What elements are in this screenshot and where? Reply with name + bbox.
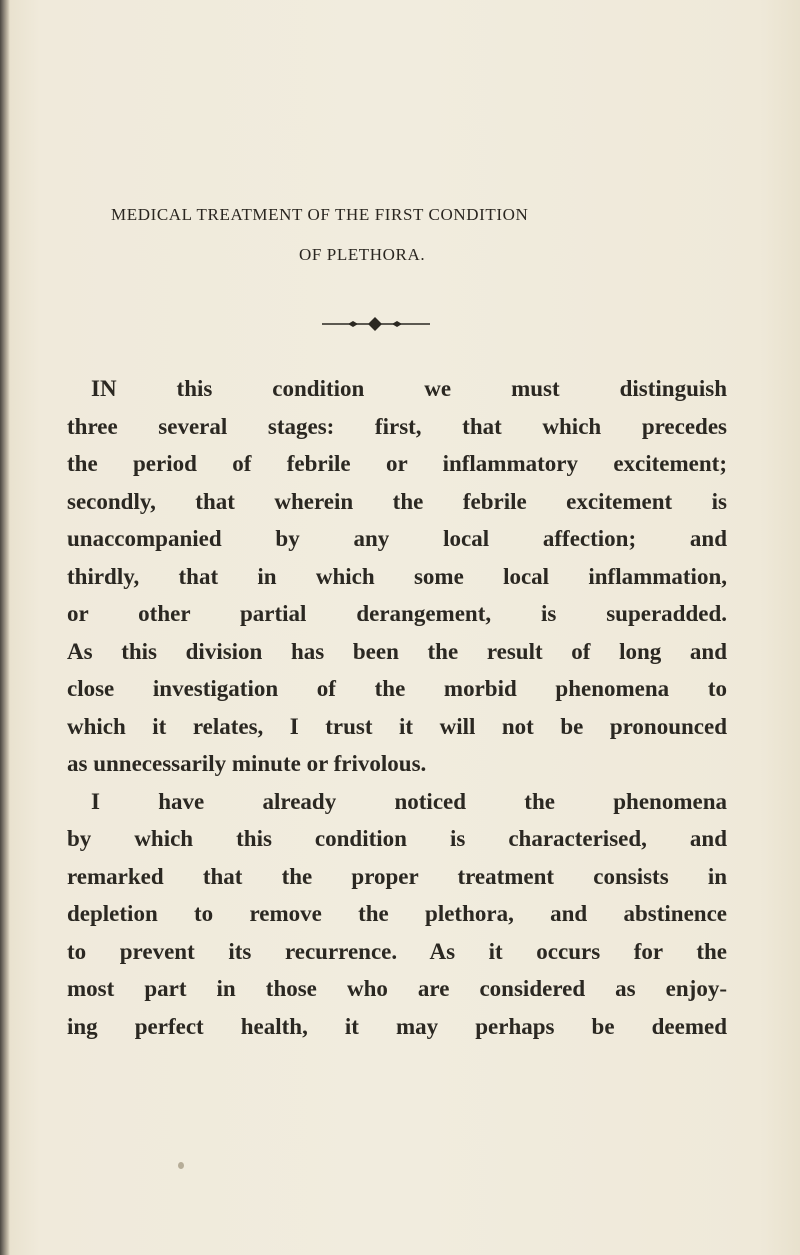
diamond-rule-ornament-icon (322, 314, 430, 334)
text-line: thirdly, that in which some local inflammation, (67, 563, 727, 589)
chapter-heading (88, 202, 728, 268)
text-line: I have already noticed the phenomena (91, 788, 727, 814)
paper-speck (178, 1162, 184, 1169)
text-line: remarked that the proper treatment consists in (67, 863, 727, 889)
text-line: the period of febrile or inflammatory excitement; (67, 451, 727, 476)
text-line: to prevent its recurrence. As it occurs for the (67, 938, 727, 964)
text-line: which it relates, I trust it will not be pronounced (67, 713, 727, 739)
body-text (67, 370, 727, 1045)
text-line: by which this condition is characterised, and (67, 826, 727, 851)
text-line: close investigation of the morbid phenomena to (67, 676, 727, 701)
text-line: ing perfect health, it may perhaps be deemed (67, 1013, 727, 1039)
page-binding-edge (0, 0, 10, 1255)
chapter-heading-line-1: MEDICAL TREATMENT OF THE FIRST CONDITION (111, 205, 529, 224)
text-line: as unnecessarily minute or frivolous. (67, 751, 427, 776)
text-line: IN this condition we must distinguish (91, 376, 727, 401)
text-line: most part in those who are considered as enjoy- (67, 976, 727, 1001)
text-line: As this division has been the result of long and (67, 638, 727, 664)
text-line: three several stages: first, that which precedes (67, 413, 727, 439)
text-line: or other partial derangement, is superadded. (67, 601, 727, 626)
text-line: secondly, that wherein the febrile excitement is (67, 488, 727, 514)
chapter-heading-line-2: OF PLETHORA. (299, 245, 426, 264)
text-line: depletion to remove the plethora, and abstinence (67, 901, 727, 926)
text-line: unaccompanied by any local affection; and (67, 526, 727, 551)
